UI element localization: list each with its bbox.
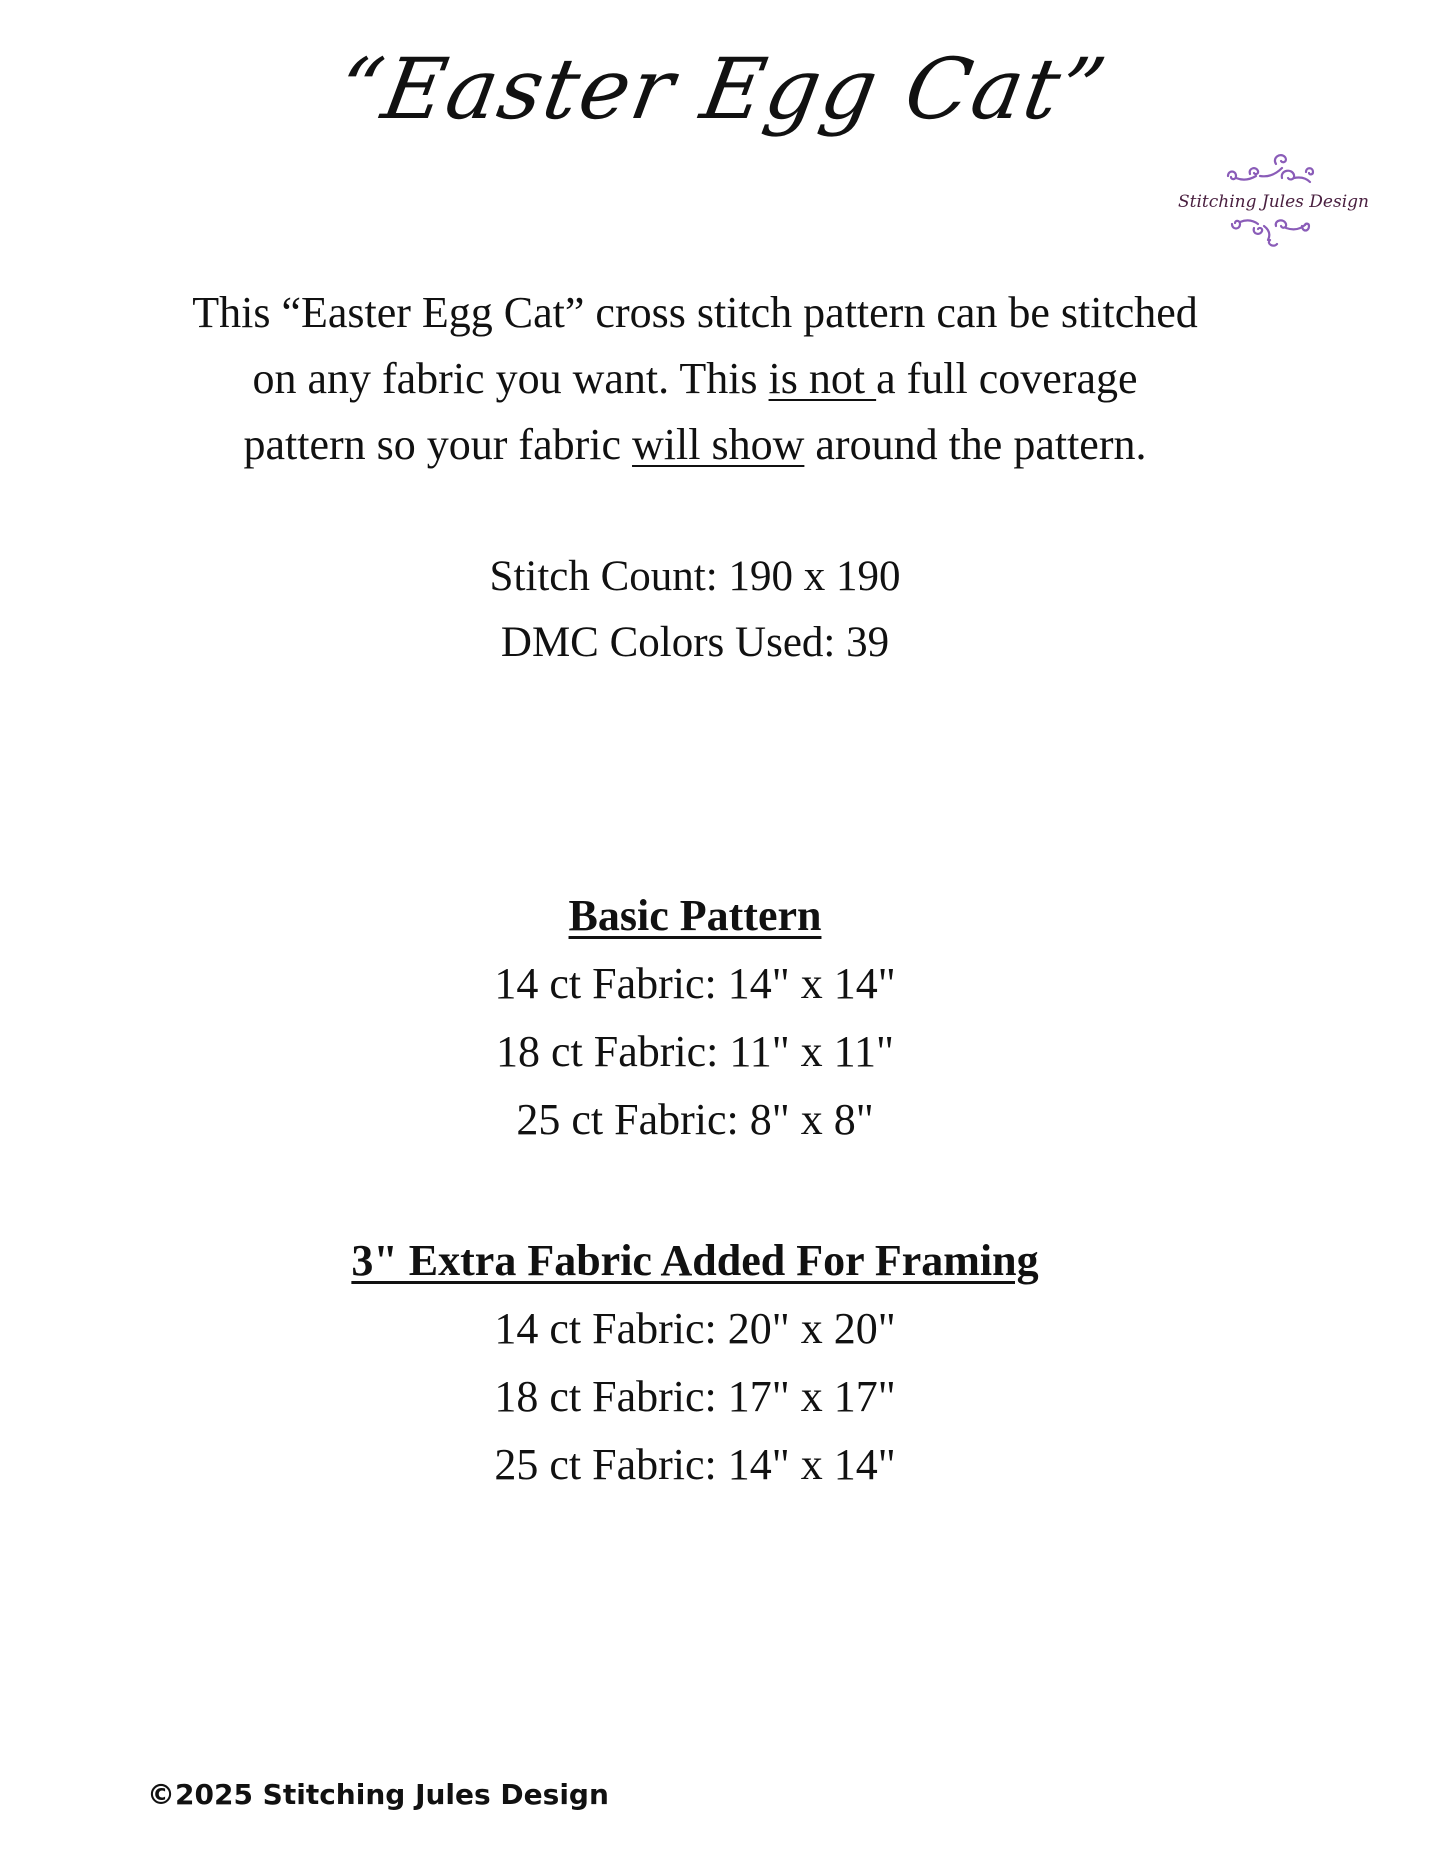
- fabric-size-row: 25 ct Fabric: 8" x 8": [516, 1095, 874, 1144]
- swirl-ornament-bottom-icon: [1218, 214, 1328, 248]
- intro-line-2: [0, 346, 1390, 412]
- intro-paragraph: [0, 280, 1390, 478]
- logo-text: Stitching Jules Design: [1178, 192, 1369, 212]
- document-title: “Easter Egg Cat”: [330, 40, 1115, 138]
- intro-line-1: This “Easter Egg Cat” cross stitch pattern can be stitched: [192, 288, 1198, 337]
- intro-line-3: [0, 412, 1390, 478]
- fabric-size-row: 18 ct Fabric: 11" x 11": [495, 1027, 895, 1076]
- pattern-stats: [0, 544, 1390, 676]
- framing-section: [0, 1227, 1390, 1499]
- section-heading: Basic Pattern: [568, 891, 822, 940]
- intro-text: around the pattern.: [804, 420, 1147, 469]
- basic-pattern-section: [0, 882, 1390, 1154]
- fabric-size-row: 18 ct Fabric: 17" x 17": [494, 1372, 896, 1421]
- fabric-size-row: 25 ct Fabric: 14" x 14": [494, 1440, 896, 1489]
- fabric-size-row: 14 ct Fabric: 14" x 14": [494, 959, 896, 1008]
- emphasis-is-not: is not: [768, 354, 877, 403]
- emphasis-will-show: will show: [632, 420, 805, 469]
- fabric-size-row: 14 ct Fabric: 20" x 20": [494, 1304, 896, 1353]
- intro-text: pattern so your fabric: [243, 420, 633, 469]
- brand-logo: [1178, 152, 1368, 264]
- section-heading: 3" Extra Fabric Added For Framing: [351, 1236, 1039, 1285]
- stitch-count: Stitch Count: 190 x 190: [489, 553, 901, 600]
- dmc-colors-used: DMC Colors Used: 39: [500, 619, 890, 666]
- swirl-ornament-top-icon: [1218, 152, 1328, 190]
- intro-text: a full coverage: [876, 354, 1138, 403]
- copyright-footer: ©2025 Stitching Jules Design: [147, 1778, 609, 1811]
- intro-text: on any fabric you want. This: [252, 354, 769, 403]
